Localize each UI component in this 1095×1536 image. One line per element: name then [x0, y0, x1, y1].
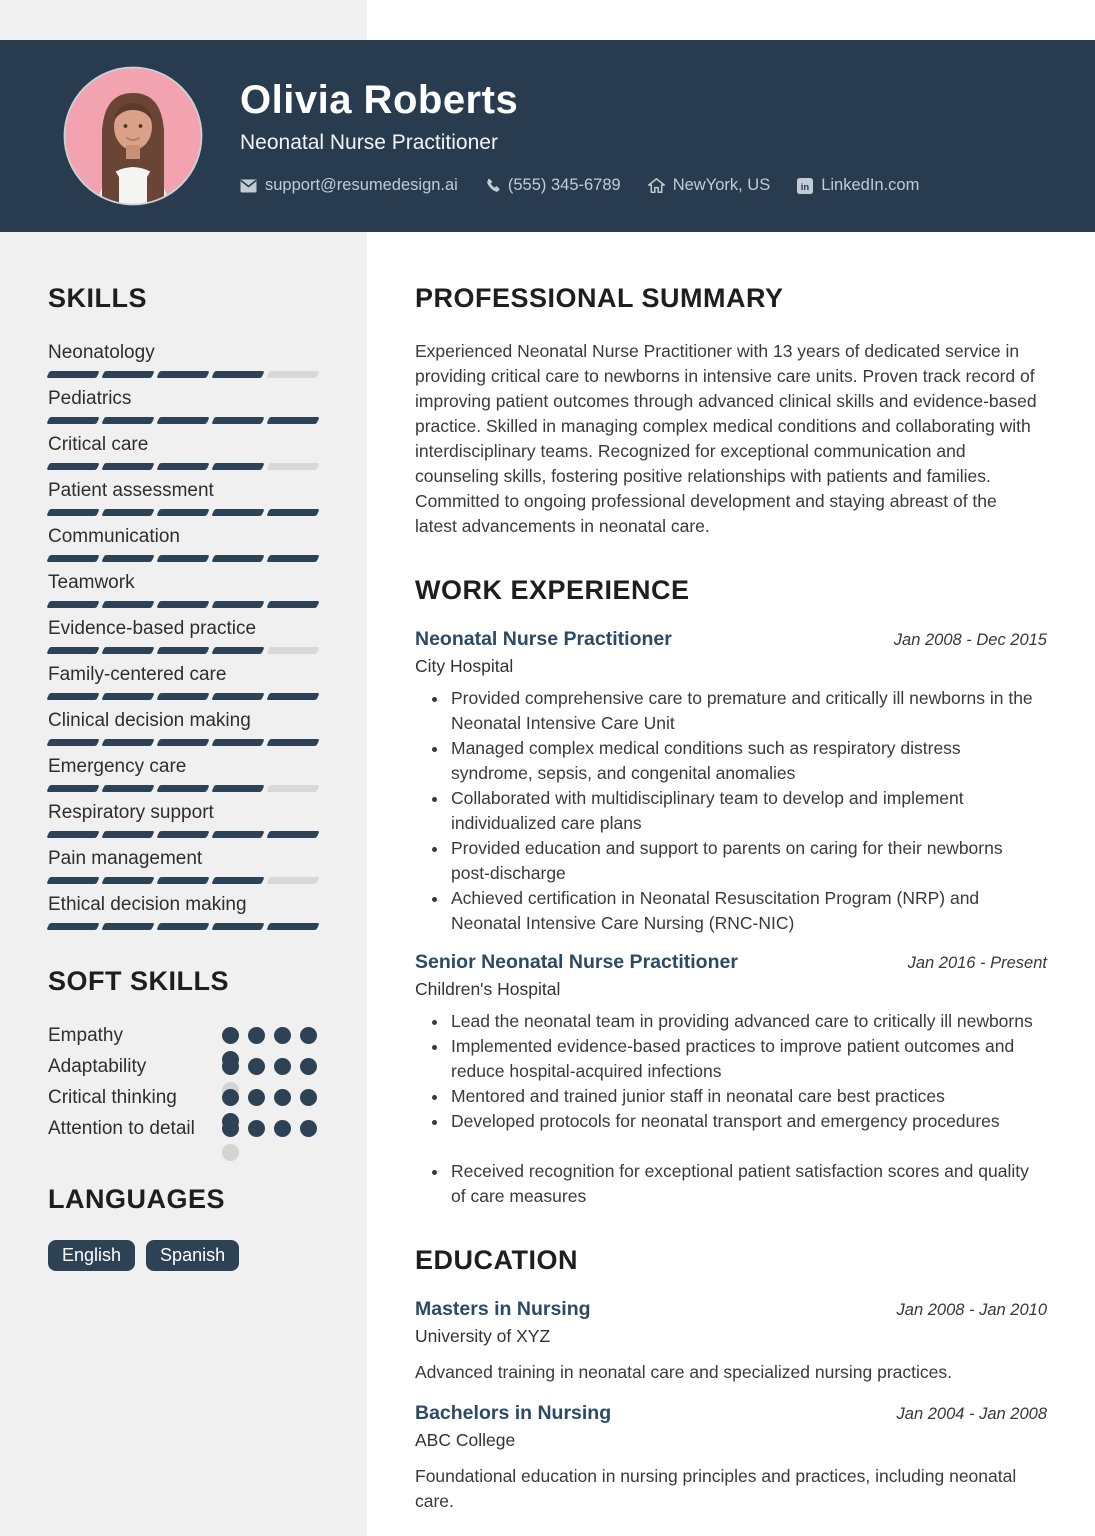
job-entry — [415, 950, 1047, 1209]
language-badge: Spanish — [146, 1240, 239, 1271]
skill-bar — [48, 693, 318, 700]
skill-label: Respiratory support — [48, 802, 214, 823]
email-icon — [240, 179, 257, 193]
job-bullet: • Lead the neonatal team in providing advanced care to critically ill newborns — [449, 1009, 1045, 1034]
skill-bar-segment — [101, 923, 154, 930]
skill-bar-segment — [211, 877, 264, 884]
rating-dot — [274, 1089, 291, 1106]
skill-bar-segment — [156, 371, 209, 378]
skill-bar-segment — [101, 739, 154, 746]
skill-bar-segment — [266, 739, 319, 746]
skill-bar-segment — [101, 647, 154, 654]
education-header — [415, 1401, 1047, 1425]
experience-section-title: WORK EXPERIENCE — [415, 575, 690, 605]
soft-skill-label: Empathy — [48, 1025, 123, 1046]
contact-location[interactable] — [648, 176, 771, 195]
education-entry — [415, 1401, 1047, 1514]
job-bullet: • Developed protocols for neonatal transport and emergency procedures — [449, 1109, 1045, 1134]
skill-bar — [48, 601, 318, 608]
contact-linkedin[interactable] — [797, 176, 919, 195]
education-section-title: EDUCATION — [415, 1245, 578, 1275]
skill-bar-segment — [156, 463, 209, 470]
rating-dot — [274, 1120, 291, 1137]
summary-text: Experienced Neonatal Nurse Practitioner with 13 years of dedicated service in providing critical care to newborns in intensive care units. Proven track record of improving patient outcomes through advanced clinical skills and evidence-based practice. Skilled in managing complex medical conditions and collaborating with interdisciplinary teams. Recognized for exceptional communication and counseling skills, fostering positive relationships with patients and families. Committed to ongoing professional development and staying abreast of the latest advancements in neonatal care. — [415, 341, 1037, 536]
skills-list — [48, 342, 318, 930]
contact-location-text: NewYork, US — [672, 176, 771, 194]
skill-bar-segment — [266, 601, 319, 608]
skill-bar-segment — [211, 693, 264, 700]
job-header — [415, 950, 1047, 974]
skill-bar-segment — [156, 877, 209, 884]
soft-skill-item — [48, 1051, 318, 1082]
skill-label: Ethical decision making — [48, 894, 247, 915]
skill-bar-segment — [211, 785, 264, 792]
rating-dot — [222, 1089, 239, 1106]
skill-bar-segment — [101, 785, 154, 792]
skill-bar-segment — [46, 923, 99, 930]
skill-bar-segment — [156, 647, 209, 654]
job-company: Children's Hospital — [415, 979, 561, 999]
skill-item — [48, 894, 318, 930]
skill-bar-segment — [211, 371, 264, 378]
soft-skill-rating — [222, 1051, 318, 1082]
skill-bar — [48, 877, 318, 884]
skill-label: Evidence-based practice — [48, 618, 257, 639]
skill-label: Teamwork — [48, 572, 135, 593]
soft-skill-rating — [222, 1020, 318, 1051]
soft-skill-rating — [222, 1113, 318, 1144]
person-job-title: Neonatal Nurse Practitioner — [240, 131, 498, 154]
job-entry — [415, 627, 1047, 936]
job-bullet: • Provided comprehensive care to premature and critically ill newborns in the Neonatal Intensive Care Unit — [449, 686, 1045, 736]
skill-bar — [48, 555, 318, 562]
skill-item — [48, 756, 318, 792]
skill-bar-segment — [211, 831, 264, 838]
job-dates: Jan 2016 - Present — [907, 954, 1047, 972]
skill-bar-segment — [156, 555, 209, 562]
skill-bar — [48, 509, 318, 516]
skill-bar-segment — [156, 739, 209, 746]
contact-phone[interactable] — [485, 176, 621, 195]
skill-bar-segment — [46, 831, 99, 838]
skill-item — [48, 526, 318, 562]
job-bullet: • Implemented evidence-based practices to improve patient outcomes and reduce hospital-acquired infections — [449, 1034, 1045, 1084]
rating-dot — [248, 1027, 265, 1044]
skill-bar-segment — [46, 877, 99, 884]
skill-bar-segment — [266, 463, 319, 470]
skill-label: Emergency care — [48, 756, 187, 777]
skill-bar-segment — [156, 509, 209, 516]
skill-bar-segment — [211, 509, 264, 516]
skill-bar-segment — [46, 555, 99, 562]
job-bullet: • Achieved certification in Neonatal Resuscitation Program (NRP) and Neonatal Intensive Care Nursing (RNC-NIC) — [449, 886, 1045, 936]
skill-bar-segment — [46, 785, 99, 792]
degree-title: Bachelors in Nursing — [415, 1402, 612, 1424]
skill-bar-segment — [46, 371, 99, 378]
header-text-block — [240, 77, 919, 195]
rating-dot — [222, 1058, 239, 1075]
svg-text:in: in — [800, 181, 810, 193]
skill-bar-segment — [156, 693, 209, 700]
skill-bar-segment — [156, 601, 209, 608]
skills-section-title: SKILLS — [48, 283, 148, 313]
rating-dot — [222, 1120, 239, 1137]
rating-dot — [300, 1120, 317, 1137]
rating-dot — [274, 1058, 291, 1075]
skill-bar-segment — [266, 555, 319, 562]
soft-skill-label: Adaptability — [48, 1056, 147, 1077]
home-icon — [648, 178, 665, 193]
skill-item — [48, 848, 318, 884]
contact-email[interactable] — [240, 176, 458, 195]
skill-bar-segment — [266, 371, 319, 378]
skill-label: Pain management — [48, 848, 203, 869]
skill-item — [48, 388, 318, 424]
skill-bar-segment — [211, 601, 264, 608]
skill-bar — [48, 785, 318, 792]
skill-bar-segment — [46, 417, 99, 424]
skill-bar-segment — [46, 509, 99, 516]
rating-dot — [300, 1027, 317, 1044]
skill-bar-segment — [266, 831, 319, 838]
rating-dot — [248, 1089, 265, 1106]
soft-skill-item — [48, 1082, 318, 1113]
job-title: Senior Neonatal Nurse Practitioner — [415, 951, 738, 973]
skill-bar — [48, 647, 318, 654]
skill-bar-segment — [211, 463, 264, 470]
rating-dot — [300, 1089, 317, 1106]
profile-photo — [62, 65, 204, 207]
skill-bar-segment — [211, 739, 264, 746]
skill-bar-segment — [211, 647, 264, 654]
skill-label: Communication — [48, 526, 180, 547]
rating-dot — [222, 1027, 239, 1044]
contact-row — [240, 176, 919, 195]
skill-item — [48, 434, 318, 470]
skill-bar-segment — [156, 417, 209, 424]
education-description: Foundational education in nursing principles and practices, including neonatal care. — [415, 1466, 1017, 1511]
education-dates: Jan 2008 - Jan 2010 — [896, 1301, 1047, 1319]
skill-bar-segment — [266, 923, 319, 930]
skill-bar — [48, 739, 318, 746]
skill-bar-segment — [46, 693, 99, 700]
skill-bar-segment — [46, 647, 99, 654]
rating-dot — [300, 1058, 317, 1075]
job-company: City Hospital — [415, 656, 514, 676]
skill-bar-segment — [101, 509, 154, 516]
soft-skills-section-title: SOFT SKILLS — [48, 966, 229, 996]
person-name: Olivia Roberts — [240, 78, 519, 122]
skill-bar — [48, 923, 318, 930]
skill-label: Patient assessment — [48, 480, 214, 501]
skill-bar-segment — [101, 555, 154, 562]
soft-skill-rating — [222, 1082, 318, 1113]
skill-bar-segment — [211, 555, 264, 562]
skill-item — [48, 572, 318, 608]
skill-bar-segment — [266, 509, 319, 516]
skill-bar-segment — [156, 785, 209, 792]
skill-bar-segment — [156, 831, 209, 838]
header-band — [0, 40, 1095, 232]
skill-bar-segment — [266, 647, 319, 654]
job-bullet: • Managed complex medical conditions such as respiratory distress syndrome, sepsis, and congenital anomalies — [449, 736, 1045, 786]
soft-skill-label: Attention to detail — [48, 1118, 195, 1139]
degree-title: Masters in Nursing — [415, 1298, 591, 1320]
languages-section-title: LANGUAGES — [48, 1184, 226, 1214]
job-bullet: • Mentored and trained junior staff in neonatal care best practices — [449, 1084, 1045, 1109]
soft-skill-item — [48, 1020, 318, 1051]
skill-bar-segment — [101, 601, 154, 608]
job-bullet: • Received recognition for exceptional patient satisfaction scores and quality of care measures — [449, 1159, 1045, 1209]
skill-bar-segment — [46, 739, 99, 746]
job-header — [415, 627, 1047, 651]
rating-dot — [222, 1144, 239, 1161]
summary-section-title: PROFESSIONAL SUMMARY — [415, 283, 784, 313]
avatar-illustration — [62, 65, 204, 207]
skill-label: Family-centered care — [48, 664, 227, 685]
skill-bar — [48, 417, 318, 424]
contact-linkedin-text: LinkedIn.com — [821, 176, 920, 194]
skill-bar-segment — [46, 463, 99, 470]
linkedin-icon — [797, 178, 813, 194]
skill-item — [48, 342, 318, 378]
skill-bar — [48, 463, 318, 470]
education-entry — [415, 1297, 1047, 1385]
skill-bar-segment — [266, 785, 319, 792]
soft-skill-label: Critical thinking — [48, 1087, 177, 1108]
job-title: Neonatal Nurse Practitioner — [415, 628, 672, 650]
job-bullet-list — [415, 686, 1045, 936]
skill-bar-segment — [101, 371, 154, 378]
skill-item — [48, 710, 318, 746]
skill-bar-segment — [46, 601, 99, 608]
rating-dot — [274, 1027, 291, 1044]
skill-item — [48, 618, 318, 654]
education-school: ABC College — [415, 1430, 516, 1450]
soft-skills-list — [48, 1020, 318, 1144]
skill-bar — [48, 371, 318, 378]
skill-label: Clinical decision making — [48, 710, 251, 731]
skill-bar-segment — [211, 923, 264, 930]
skill-bar — [48, 831, 318, 838]
skill-bar-segment — [101, 693, 154, 700]
job-bullet: • Provided education and support to parents on caring for their newborns post-discharge — [449, 836, 1045, 886]
skill-bar-segment — [211, 417, 264, 424]
skill-bar-segment — [101, 877, 154, 884]
skill-item — [48, 480, 318, 516]
skill-bar-segment — [101, 417, 154, 424]
rating-dot — [248, 1058, 265, 1075]
job-dates: Jan 2008 - Dec 2015 — [893, 631, 1047, 649]
skill-label: Neonatology — [48, 342, 155, 363]
education-description: Advanced training in neonatal care and specialized nursing practices. — [415, 1362, 952, 1382]
skill-bar-segment — [101, 831, 154, 838]
phone-icon — [485, 178, 500, 193]
skill-bar-segment — [101, 463, 154, 470]
rating-dot — [248, 1120, 265, 1137]
skill-item — [48, 664, 318, 700]
contact-phone-text: (555) 345-6789 — [507, 176, 621, 194]
skill-item — [48, 802, 318, 838]
skill-bar-segment — [266, 417, 319, 424]
education-dates: Jan 2004 - Jan 2008 — [896, 1405, 1047, 1423]
languages-list — [48, 1240, 318, 1271]
skill-bar-segment — [266, 693, 319, 700]
skill-bar-segment — [266, 877, 319, 884]
education-school: University of XYZ — [415, 1326, 551, 1346]
language-badge: English — [48, 1240, 135, 1271]
soft-skill-item — [48, 1113, 318, 1144]
contact-email-text: support@resumedesign.ai — [265, 176, 458, 194]
job-bullet-list — [415, 1009, 1045, 1209]
job-bullet: • Collaborated with multidisciplinary team to develop and implement individualized care plans — [449, 786, 1045, 836]
education-header — [415, 1297, 1047, 1321]
skill-bar-segment — [156, 923, 209, 930]
skill-label: Critical care — [48, 434, 149, 455]
skill-label: Pediatrics — [48, 388, 132, 409]
